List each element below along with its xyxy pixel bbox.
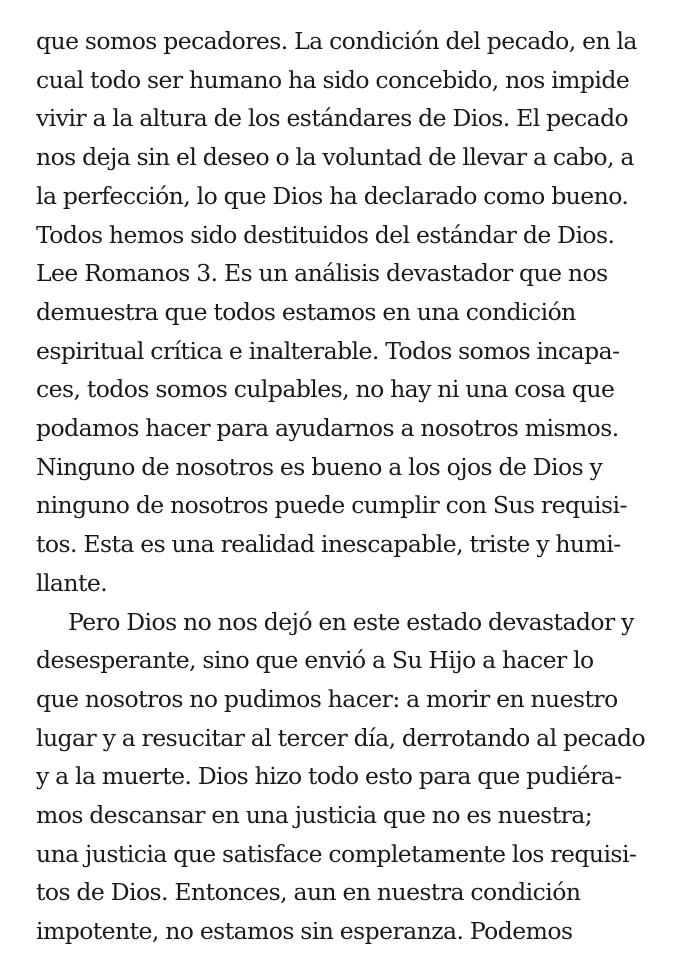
text-line: nos deja sin el deseo o la voluntad de llevar a cabo, a: [36, 143, 634, 172]
text-line: Pero Dios no nos dejó en este estado devastador y: [68, 607, 634, 636]
text-line: podamos hacer para ayudarnos a nosotros mismos.: [36, 414, 619, 443]
text-line: ninguno de nosotros puede cumplir con Sus requisi-: [36, 491, 627, 520]
text-line: que nosotros no pudimos hacer: a morir en nuestro: [36, 684, 618, 713]
text-line: y a la muerte. Dios hizo todo esto para que pudiéra-: [36, 762, 622, 791]
text-line: que somos pecadores. La condición del pecado, en la: [36, 27, 637, 55]
text-line: una justicia que satisface completamente los requisi-: [36, 839, 637, 868]
paragraph-1: [36, 22, 676, 603]
text-line: cual todo ser humano ha sido concebido, nos impide: [36, 65, 630, 94]
document-page: [36, 22, 676, 951]
text-line: desesperante, sino que envió a Su Hijo a hacer lo: [36, 646, 594, 675]
text-line: tos. Esta es una realidad inescapable, triste y humi-: [36, 530, 621, 559]
paragraph-2: [36, 603, 676, 951]
text-line: Lee Romanos 3. Es un análisis devastador que nos: [36, 259, 608, 288]
text-line: Ninguno de nosotros es bueno a los ojos de Dios y: [36, 452, 603, 481]
text-line: vivir a la altura de los estándares de Dios. El pecado: [36, 104, 629, 133]
text-line: ces, todos somos culpables, no hay ni una cosa que: [36, 375, 615, 404]
text-line: mos descansar en una justicia que no es nuestra;: [36, 801, 593, 830]
text-line: espiritual crítica e inalterable. Todos somos incapa-: [36, 336, 620, 365]
text-line: la perfección, lo que Dios ha declarado como bueno.: [36, 181, 629, 210]
text-line: tos de Dios. Entonces, aun en nuestra condición: [36, 878, 581, 907]
text-line: demuestra que todos estamos en una condición: [36, 297, 576, 326]
text-line: Todos hemos sido destituidos del estándar de Dios.: [36, 220, 615, 249]
text-line: impotente, no estamos sin esperanza. Podemos: [36, 917, 573, 946]
text-line: llante.: [36, 568, 108, 597]
text-line: lugar y a resucitar al tercer día, derrotando al pecado: [36, 723, 646, 752]
